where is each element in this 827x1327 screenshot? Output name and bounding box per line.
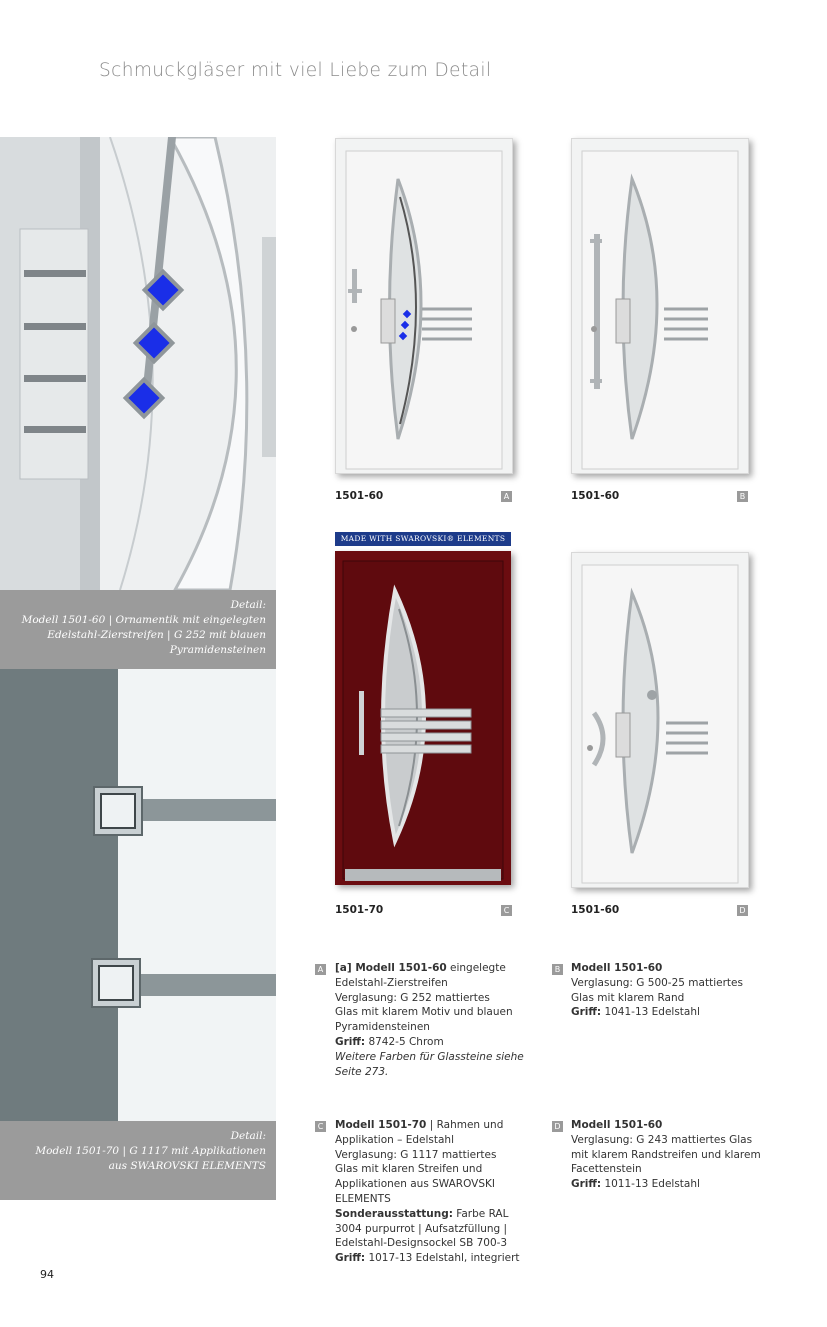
- door-model-label: 1501-60: [571, 904, 620, 916]
- desc-line: Verglasung: G 252 mattiertes: [335, 991, 490, 1004]
- door-letter-badge: C: [501, 905, 512, 916]
- desc-line: Applikationen aus SWAROVSKI: [335, 1178, 496, 1191]
- desc-line: Pyramidensteinen: [335, 1021, 430, 1034]
- door-image-d: [571, 552, 749, 888]
- door-model-label: 1501-60: [571, 490, 620, 502]
- description-d: [571, 1118, 781, 1192]
- desc-line: Glas mit klarem Rand: [571, 991, 685, 1004]
- desc-note: Weitere Farben für Glassteine siehe: [335, 1050, 524, 1063]
- desc-line: mit klarem Randstreifen und klarem: [571, 1148, 761, 1161]
- detail-photo-blue-stones: [0, 137, 276, 590]
- griff-label: Griff:: [335, 1035, 366, 1048]
- desc-line: Applikation – Edelstahl: [335, 1133, 454, 1146]
- door-model-label: 1501-60: [335, 490, 384, 502]
- desc-line: 3004 purpurrot | Aufsatzfüllung |: [335, 1222, 508, 1235]
- swarovski-banner: MADE WITH SWAROVSKI® ELEMENTS: [335, 532, 511, 546]
- caption-line: Modell 1501-70 | G 1117 mit Applikationen: [35, 1145, 266, 1157]
- griff-label: Griff:: [571, 1178, 602, 1191]
- desc-line: Verglasung: G 1117 mattiertes: [335, 1148, 497, 1161]
- page-number: 94: [40, 1268, 54, 1281]
- door-letter-badge: D: [737, 905, 748, 916]
- caption-line: Detail:: [230, 1130, 266, 1142]
- desc-line: Verglasung: G 243 mattiertes Glas: [571, 1133, 753, 1146]
- door-image-b: [571, 138, 749, 474]
- desc-heading-rest: | Rahmen und: [426, 1119, 504, 1131]
- griff-value: 1017-13 Edelstahl, integriert: [365, 1252, 520, 1265]
- caption-line: Modell 1501-60 | Ornamentik mit eingelegten: [21, 614, 266, 626]
- desc-note: Seite 273.: [335, 1065, 389, 1078]
- desc-letter-badge: D: [552, 1121, 563, 1132]
- desc-line: Edelstahl-Designsockel SB 700-3: [335, 1237, 508, 1250]
- caption-line: Detail:: [230, 599, 266, 611]
- desc-line: ELEMENTS: [335, 1192, 391, 1205]
- griff-value: 1041-13 Edelstahl: [601, 1006, 700, 1019]
- desc-line: Glas mit klaren Streifen und: [335, 1163, 483, 1176]
- caption-line: aus SWAROVSKI ELEMENTS: [108, 1160, 266, 1172]
- door-model-label: 1501-70: [335, 904, 384, 916]
- desc-heading: [a] Modell 1501-60: [335, 962, 447, 974]
- griff-label: Griff:: [335, 1252, 366, 1265]
- detail-caption-2: [0, 1121, 276, 1200]
- desc-line: Glas mit klarem Motiv und blauen: [335, 1006, 513, 1019]
- caption-line: Edelstahl-Zierstreifen | G 252 mit blauen: [47, 629, 266, 641]
- door-image-c: [335, 551, 511, 885]
- desc-line: Facettenstein: [571, 1163, 642, 1176]
- desc-heading: Modell 1501-70: [335, 1119, 427, 1131]
- detail-caption-1: [0, 590, 276, 669]
- desc-heading: Modell 1501-60: [571, 1119, 663, 1131]
- sonder-value: Farbe RAL: [452, 1207, 509, 1220]
- desc-letter-badge: C: [315, 1121, 326, 1132]
- desc-line: Verglasung: G 500-25 mattiertes: [571, 976, 743, 989]
- page-title: Schmuckgläser mit viel Liebe zum Detail: [99, 60, 492, 81]
- desc-line: Edelstahl-Zierstreifen: [335, 976, 448, 989]
- desc-letter-badge: A: [315, 964, 326, 975]
- caption-line: Pyramidensteinen: [169, 644, 266, 656]
- desc-heading: Modell 1501-60: [571, 962, 663, 974]
- griff-value: 8742-5 Chrom: [365, 1035, 444, 1048]
- door-letter-badge: A: [501, 491, 512, 502]
- description-c: [335, 1118, 535, 1266]
- sonder-label: Sonderausstattung:: [335, 1207, 453, 1220]
- description-b: [571, 961, 771, 1020]
- desc-letter-badge: B: [552, 964, 563, 975]
- door-letter-badge: B: [737, 491, 748, 502]
- door-image-a: [335, 138, 513, 474]
- description-a: [335, 961, 525, 1079]
- detail-photo-swarovski: [0, 669, 276, 1121]
- griff-label: Griff:: [571, 1006, 602, 1019]
- desc-heading-rest: eingelegte: [446, 962, 506, 974]
- griff-value: 1011-13 Edelstahl: [601, 1178, 700, 1191]
